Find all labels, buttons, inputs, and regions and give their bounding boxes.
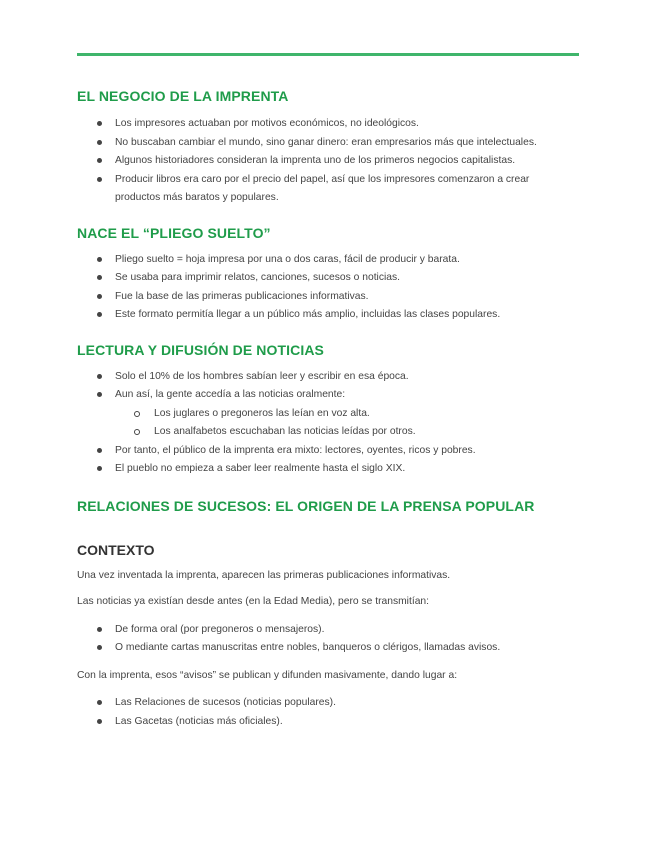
list-item: Se usaba para imprimir relatos, canciones, sucesos o noticias. xyxy=(77,269,577,288)
document-body xyxy=(77,86,577,731)
bullet-dot-icon xyxy=(97,374,102,379)
list-item: De forma oral (por pregoneros o mensajeros). xyxy=(77,621,577,640)
hollow-bullet-icon xyxy=(134,429,140,435)
list-item: Aun así, la gente accedía a las noticias oralmente: Los juglares o pregoneros las leían en voz alta. Los analfabetos escuchaban las noticias leídas por otros. xyxy=(77,386,577,442)
bullet-dot-icon xyxy=(97,627,102,632)
bullet-list-transmision xyxy=(77,621,577,658)
bullet-dot-icon xyxy=(97,177,102,182)
list-item: Los impresores actuaban por motivos económicos, no ideológicos. xyxy=(77,115,577,134)
top-divider-rule xyxy=(77,53,579,56)
list-item: Por tanto, el público de la imprenta era mixto: lectores, oyentes, ricos y pobres. xyxy=(77,442,577,461)
bullet-dot-icon xyxy=(97,121,102,126)
paragraph-contexto-2: Las noticias ya existían desde antes (en la Edad Media), pero se transmitían: xyxy=(77,596,430,607)
list-item: Las Relaciones de sucesos (noticias populares). xyxy=(77,694,577,713)
list-item: Las Gacetas (noticias más oficiales). xyxy=(77,713,577,732)
bullet-dot-icon xyxy=(97,466,102,471)
bullet-list-publicaciones xyxy=(77,694,577,731)
list-item: Solo el 10% de los hombres sabían leer y escribir en esa época. xyxy=(77,368,577,387)
bullet-list-negocio xyxy=(77,115,577,208)
bullet-dot-icon xyxy=(97,257,102,262)
sub-list-item: Los analfabetos escuchaban las noticias leídas por otros. xyxy=(77,423,577,442)
sub-bullet-list xyxy=(77,405,577,442)
bullet-dot-icon xyxy=(97,719,102,724)
bullet-dot-icon xyxy=(97,645,102,650)
bullet-list-pliego-suelto xyxy=(77,251,577,325)
bullet-dot-icon xyxy=(97,275,102,280)
sub-list-item: Los juglares o pregoneros las leían en voz alta. xyxy=(77,405,577,424)
hollow-bullet-icon xyxy=(134,411,140,417)
list-item: El pueblo no empieza a saber leer realmente hasta el siglo XIX. xyxy=(77,460,577,479)
list-item: O mediante cartas manuscritas entre nobles, banqueros o clérigos, llamadas avisos. xyxy=(77,639,577,658)
section-heading-lectura-difusion: LECTURA Y DIFUSIÓN DE NOTICIAS xyxy=(77,341,324,358)
paragraph-contexto-1: Una vez inventada la imprenta, aparecen las primeras publicaciones informativas. xyxy=(77,569,451,581)
bullet-dot-icon xyxy=(97,448,102,453)
list-item: Pliego suelto = hoja impresa por una o dos caras, fácil de producir y barata. xyxy=(77,251,577,270)
section-heading-pliego-suelto: NACE EL “PLIEGO SUELTO” xyxy=(77,224,271,241)
section-heading-negocio: EL NEGOCIO DE LA IMPRENTA xyxy=(77,88,289,104)
bullet-dot-icon xyxy=(97,294,102,299)
bullet-list-lectura-difusion xyxy=(77,368,577,479)
bullet-dot-icon xyxy=(97,140,102,145)
bullet-dot-icon xyxy=(97,392,102,397)
list-item: No buscaban cambiar el mundo, sino ganar dinero: eran empresarios más que intelectuales. xyxy=(77,134,577,153)
section-heading-relaciones-sucesos: RELACIONES DE SUCESOS: EL ORIGEN DE LA PRENSA POPULAR xyxy=(77,497,535,514)
paragraph-contexto-3: Con la imprenta, esos “avisos” se publican y difunden masivamente, dando lugar a: xyxy=(77,669,458,681)
subsection-heading-contexto: CONTEXTO xyxy=(77,541,155,558)
list-item: Algunos historiadores consideran la imprenta uno de los primeros negocios capitalistas. xyxy=(77,152,577,171)
list-item: Fue la base de las primeras publicaciones informativas. xyxy=(77,288,577,307)
bullet-dot-icon xyxy=(97,158,102,163)
list-item: Producir libros era caro por el precio del papel, así que los impresores comenzaron a crear productos más baratos y populares. xyxy=(77,171,577,208)
bullet-dot-icon xyxy=(97,312,102,317)
bullet-dot-icon xyxy=(97,700,102,705)
list-item: Este formato permitía llegar a un público más amplio, incluidas las clases populares. xyxy=(77,306,577,325)
